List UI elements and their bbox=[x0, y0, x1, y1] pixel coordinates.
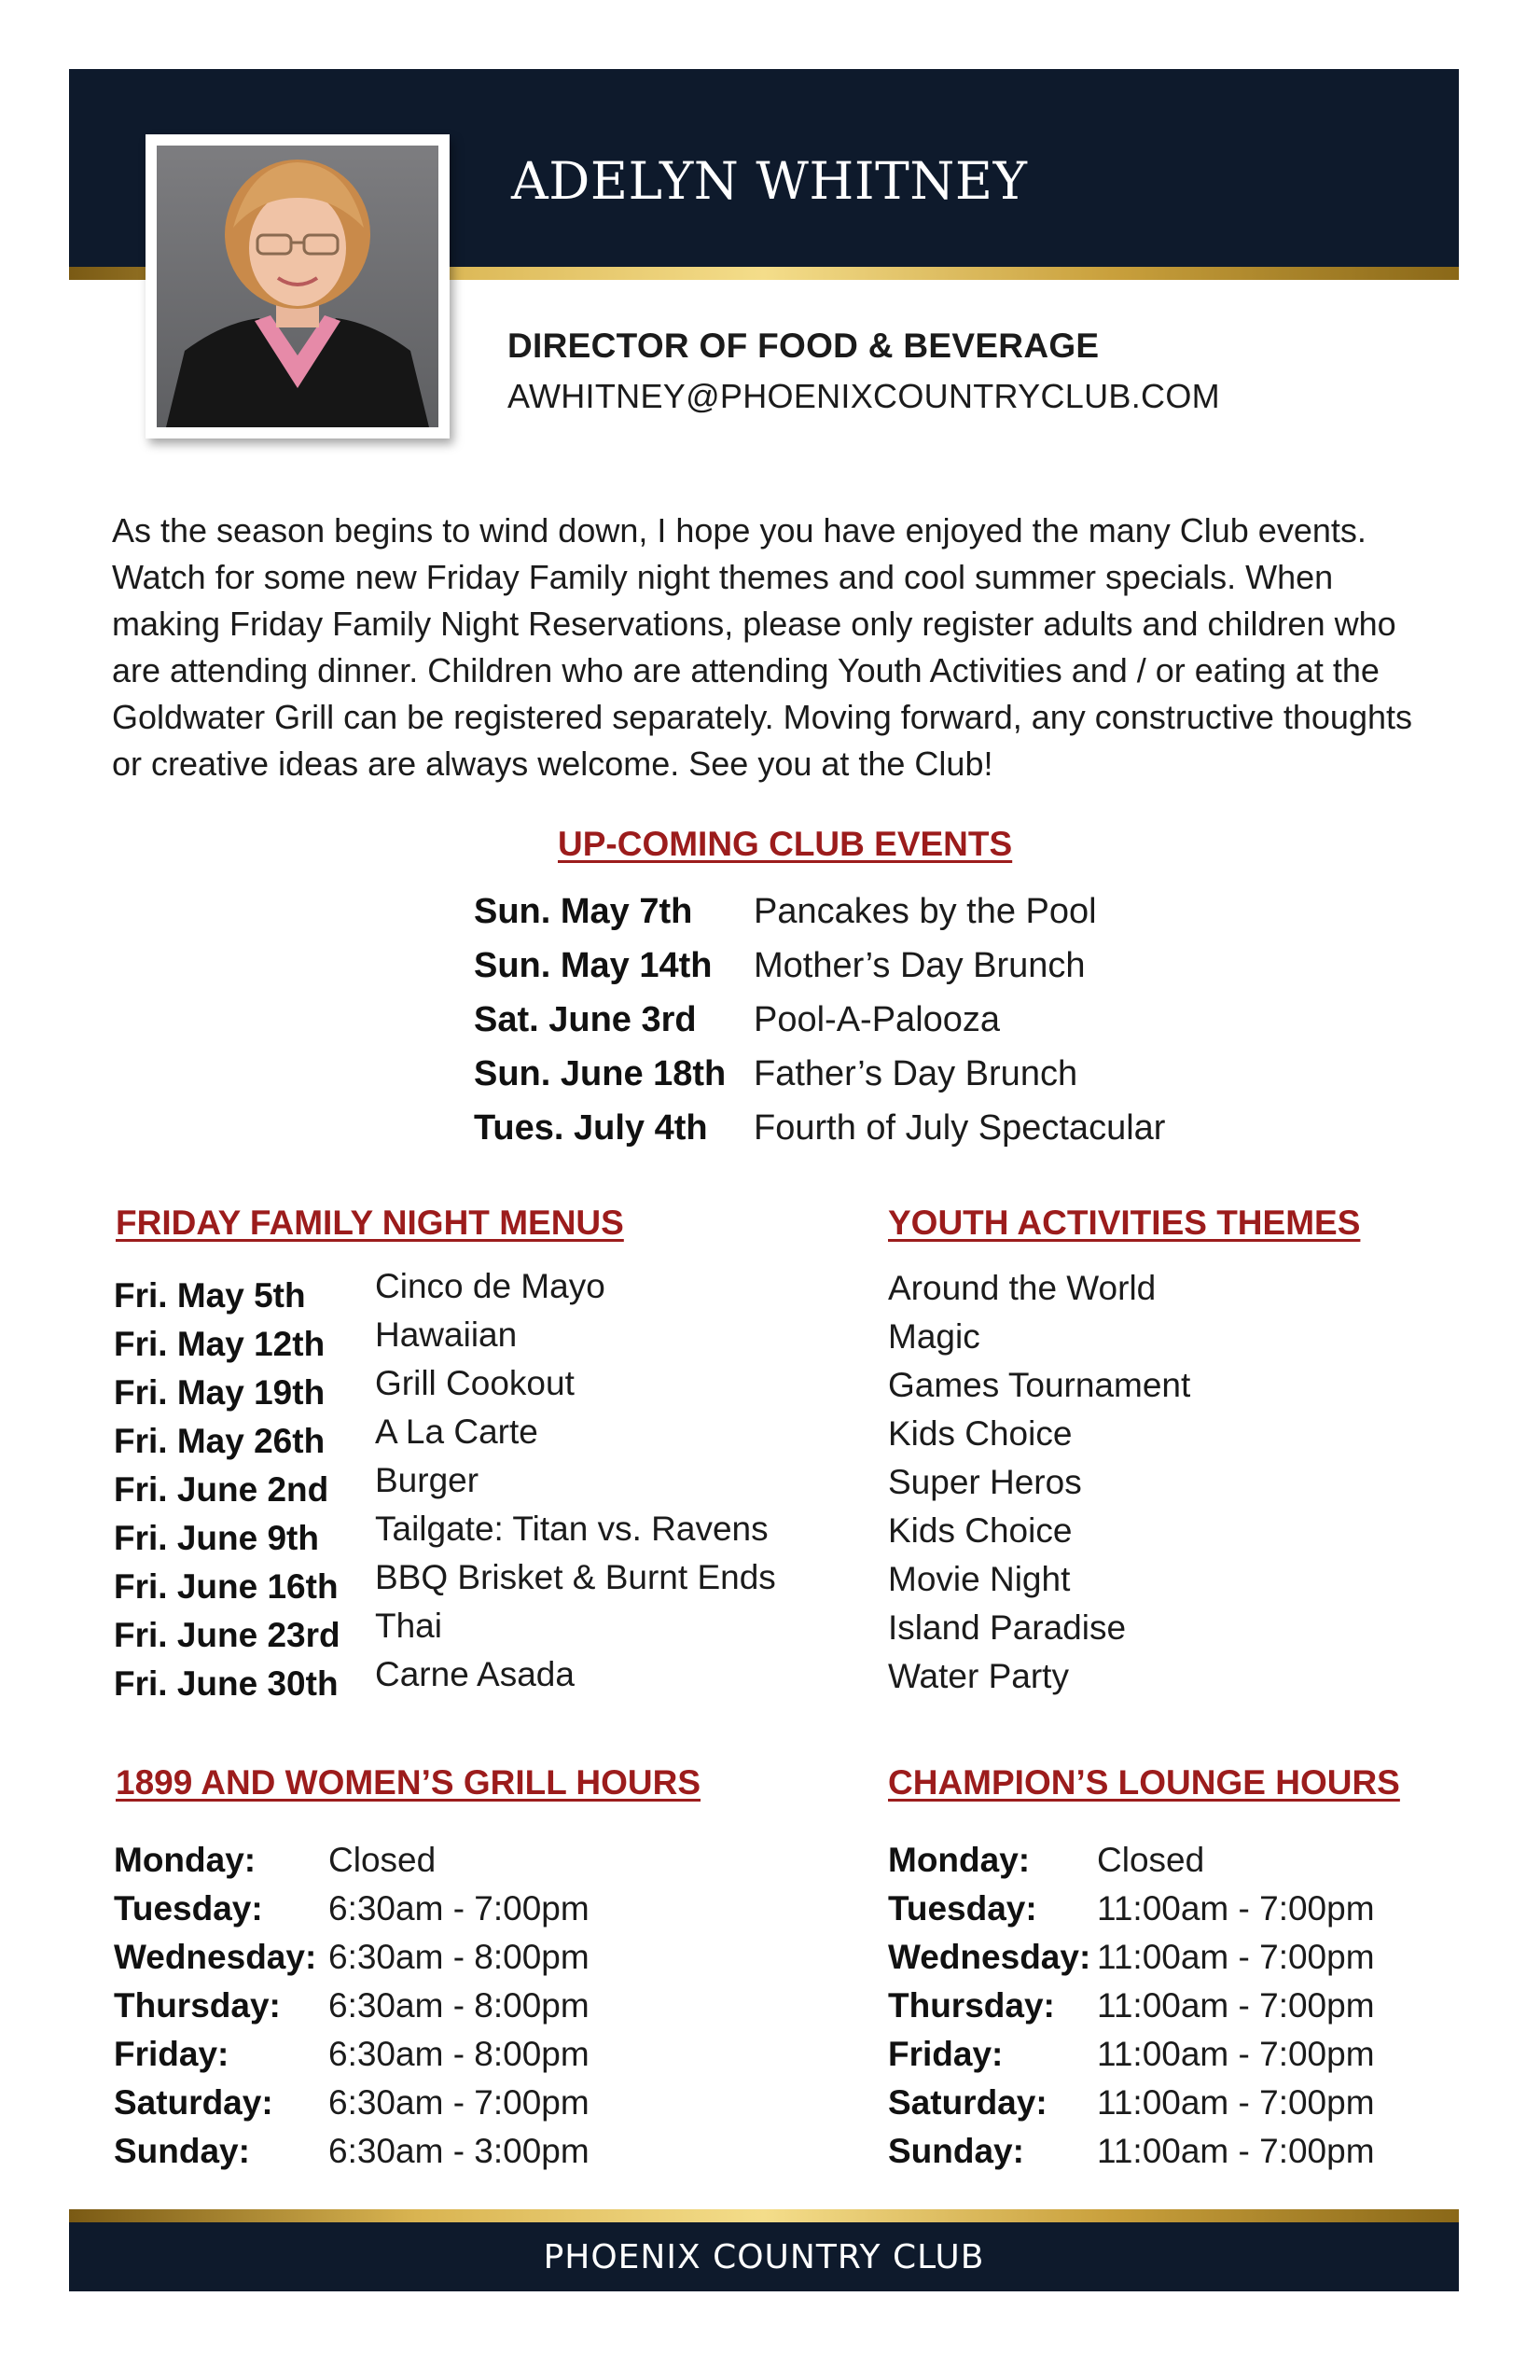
hours-row bbox=[888, 2079, 1375, 2127]
hours-row bbox=[114, 2079, 590, 2127]
intro-paragraph: As the season begins to wind down, I hope you have enjoyed the many Club events. Watch for some new Friday Family night themes and cool summer specials. When making Friday Family Night Reservations, please only register adults and children who are attending dinner. Children who are attending Youth Activities and / or eating at the Goldwater Grill can be registered separately. Moving forward, any constructive thoughts or creative ideas are always welcome. See you at the Club! bbox=[112, 511, 1412, 783]
menu-name: Burger bbox=[375, 1461, 479, 1499]
theme-item: Super Heros bbox=[888, 1463, 1082, 1501]
hours-row bbox=[888, 2030, 1375, 2079]
hours-time: 11:00am - 7:00pm bbox=[1097, 1986, 1375, 2025]
hours-day: Thursday: bbox=[888, 1986, 1055, 2025]
hours-row bbox=[114, 1982, 590, 2030]
event-row bbox=[474, 993, 1165, 1047]
hours-row bbox=[888, 2127, 1375, 2176]
hours-day: Saturday: bbox=[114, 2083, 273, 2122]
menu-row bbox=[114, 1558, 776, 1607]
youth-themes-list bbox=[888, 1269, 1190, 1705]
job-title: DIRECTOR OF FOOD & BEVERAGE bbox=[507, 327, 1100, 365]
menu-date: Fri. May 19th bbox=[114, 1373, 326, 1412]
hours-day: Tuesday: bbox=[114, 1889, 263, 1928]
events-heading: UP-COMING CLUB EVENTS bbox=[558, 825, 1013, 863]
theme-item: Water Party bbox=[888, 1657, 1069, 1695]
theme-item: Kids Choice bbox=[888, 1414, 1073, 1453]
youth-themes-heading: YOUTH ACTIVITIES THEMES bbox=[888, 1204, 1361, 1242]
menu-row bbox=[114, 1607, 776, 1655]
event-date: Sat. June 3rd bbox=[474, 999, 697, 1039]
hours-row bbox=[888, 1885, 1375, 1933]
hours-day: Sunday: bbox=[114, 2132, 250, 2170]
menu-date: Fri. May 5th bbox=[114, 1276, 306, 1315]
menu-row bbox=[114, 1655, 776, 1704]
menu-date: Fri. June 9th bbox=[114, 1519, 319, 1557]
theme-item: Island Paradise bbox=[888, 1608, 1127, 1647]
menu-name: Grill Cookout bbox=[375, 1364, 575, 1402]
grill-hours-list bbox=[114, 1836, 590, 2176]
hours-day: Monday: bbox=[888, 1841, 1031, 1879]
theme-item: Around the World bbox=[888, 1269, 1157, 1307]
lounge-hours-heading: CHAMPION’S LOUNGE HOURS bbox=[888, 1763, 1400, 1802]
hours-time: Closed bbox=[1097, 1841, 1205, 1879]
hours-time: 11:00am - 7:00pm bbox=[1097, 2035, 1375, 2073]
family-menus-list bbox=[114, 1267, 776, 1704]
family-menus-heading: FRIDAY FAMILY NIGHT MENUS bbox=[116, 1204, 624, 1242]
email-link[interactable]: AWHITNEY@PHOENIXCOUNTRYCLUB.COM bbox=[507, 377, 1220, 415]
hours-day: Friday: bbox=[888, 2035, 1004, 2073]
footer-label: PHOENIX COUNTRY CLUB bbox=[543, 2237, 985, 2276]
hours-time: 6:30am - 3:00pm bbox=[328, 2132, 590, 2170]
menu-row bbox=[114, 1510, 776, 1558]
menu-name: BBQ Brisket & Burnt Ends bbox=[375, 1558, 776, 1596]
menu-row bbox=[114, 1413, 776, 1461]
gold-divider-bottom bbox=[69, 2209, 1459, 2222]
hours-day: Monday: bbox=[114, 1841, 257, 1879]
hours-time: 6:30am - 7:00pm bbox=[328, 2083, 590, 2122]
hours-day: Saturday: bbox=[888, 2083, 1047, 2122]
event-row bbox=[474, 1101, 1165, 1155]
hours-row bbox=[888, 1836, 1375, 1885]
hours-row bbox=[888, 1933, 1375, 1982]
hours-time: 11:00am - 7:00pm bbox=[1097, 1938, 1375, 1976]
menu-name: Carne Asada bbox=[375, 1655, 575, 1693]
lounge-hours-list bbox=[888, 1836, 1375, 2176]
menu-name: Cinco de Mayo bbox=[375, 1267, 605, 1305]
menu-date: Fri. May 12th bbox=[114, 1325, 326, 1363]
hours-time: 6:30am - 8:00pm bbox=[328, 1986, 590, 2025]
menu-date: Fri. June 23rd bbox=[114, 1616, 340, 1654]
contact-block bbox=[507, 327, 1220, 416]
event-row bbox=[474, 884, 1165, 939]
hours-time: Closed bbox=[328, 1841, 437, 1879]
menu-name: Tailgate: Titan vs. Ravens bbox=[375, 1510, 769, 1548]
hours-time: 6:30am - 8:00pm bbox=[328, 1938, 590, 1976]
theme-item: Games Tournament bbox=[888, 1366, 1191, 1404]
event-name: Father’s Day Brunch bbox=[754, 1053, 1078, 1093]
hours-time: 11:00am - 7:00pm bbox=[1097, 2132, 1375, 2170]
theme-item: Magic bbox=[888, 1317, 980, 1356]
menu-date: Fri. May 26th bbox=[114, 1422, 326, 1460]
person-name: ADELYN WHITNEY bbox=[511, 151, 1028, 211]
menu-date: Fri. June 16th bbox=[114, 1567, 339, 1606]
hours-time: 6:30am - 7:00pm bbox=[328, 1889, 590, 1928]
portrait-illustration bbox=[157, 146, 438, 427]
hours-row bbox=[114, 1885, 590, 1933]
hours-row bbox=[114, 1933, 590, 1982]
hours-row bbox=[888, 1982, 1375, 2030]
grill-hours-heading: 1899 AND WOMEN’S GRILL HOURS bbox=[116, 1763, 701, 1802]
event-date: Sun. May 14th bbox=[474, 945, 713, 985]
event-date: Sun. June 18th bbox=[474, 1053, 727, 1093]
menu-row bbox=[114, 1364, 776, 1413]
hours-day: Wednesday: bbox=[888, 1938, 1091, 1976]
hours-row bbox=[114, 2127, 590, 2176]
event-name: Mother’s Day Brunch bbox=[754, 945, 1086, 985]
portrait-photo bbox=[157, 146, 438, 427]
events-list bbox=[474, 884, 1165, 1155]
menu-name: Hawaiian bbox=[375, 1315, 518, 1354]
hours-time: 6:30am - 8:00pm bbox=[328, 2035, 590, 2073]
menu-name: Thai bbox=[375, 1607, 442, 1645]
hours-day: Friday: bbox=[114, 2035, 229, 2073]
menu-row bbox=[114, 1461, 776, 1510]
event-row bbox=[474, 1047, 1165, 1101]
event-name: Pool-A-Palooza bbox=[754, 999, 1001, 1039]
event-name: Fourth of July Spectacular bbox=[754, 1107, 1166, 1148]
hours-time: 11:00am - 7:00pm bbox=[1097, 1889, 1375, 1928]
hours-day: Tuesday: bbox=[888, 1889, 1037, 1928]
hours-row bbox=[114, 2030, 590, 2079]
menu-name: A La Carte bbox=[375, 1413, 538, 1451]
event-name: Pancakes by the Pool bbox=[754, 891, 1097, 931]
menu-row bbox=[114, 1315, 776, 1364]
theme-item: Kids Choice bbox=[888, 1511, 1073, 1550]
hours-row bbox=[114, 1836, 590, 1885]
hours-day: Sunday: bbox=[888, 2132, 1024, 2170]
theme-item: Movie Night bbox=[888, 1560, 1071, 1598]
event-date: Sun. May 7th bbox=[474, 891, 693, 931]
menu-date: Fri. June 2nd bbox=[114, 1470, 329, 1509]
menu-date: Fri. June 30th bbox=[114, 1664, 339, 1703]
menu-row bbox=[114, 1267, 776, 1315]
hours-day: Thursday: bbox=[114, 1986, 281, 2025]
hours-day: Wednesday: bbox=[114, 1938, 317, 1976]
portrait-frame bbox=[146, 134, 450, 438]
hours-time: 11:00am - 7:00pm bbox=[1097, 2083, 1375, 2122]
event-date: Tues. July 4th bbox=[474, 1107, 708, 1148]
event-row bbox=[474, 939, 1165, 993]
footer-band bbox=[69, 2222, 1459, 2291]
